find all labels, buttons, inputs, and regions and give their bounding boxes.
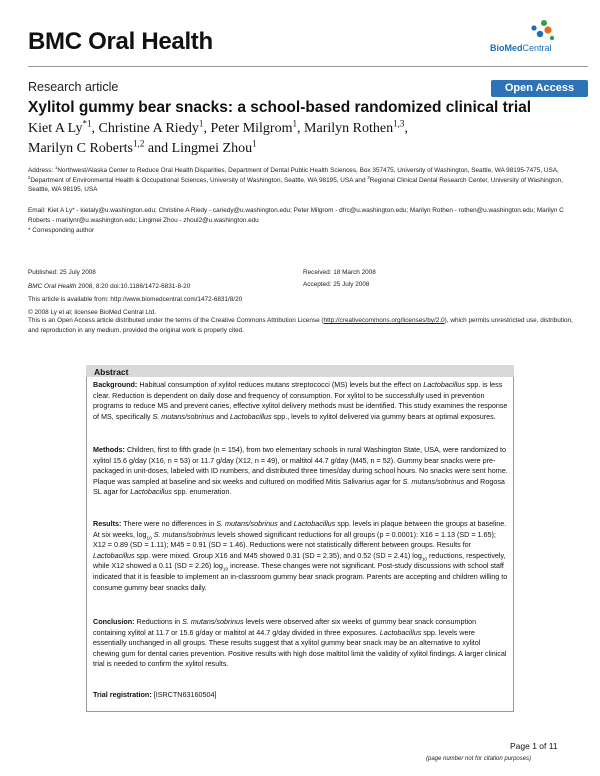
license-link[interactable]: http://creativecommons.org/licenses/by/2.0 (323, 317, 445, 324)
corresponding-author-note: * Corresponding author (28, 227, 95, 234)
received-date: Received: 18 March 2008 (303, 269, 376, 276)
author-name: Kiet A Ly (28, 121, 83, 136)
author-list: Kiet A Ly$^{*1}$, Christine A Riedy$^1$, Peter Milgrom$^1$, Marilyn Rothen$^{1,3}$, Marilyn C Roberts$^{1,2}$ and Lingmei Zhou$^1$ (28, 118, 408, 156)
journal-title: BMC Oral Health (28, 28, 213, 55)
published-date: Published: 25 July 2008 (28, 269, 96, 276)
abstract-methods: Methods: Children, first to fifth grade (n = 154), from two elementary schools in rural Washington State, USA, were randomized to xylitol 15.6 g/day (X16, n = 53) or 11.7 g/day (X12, n = 49), or maltitol 44.7 g/day (M45, n = 52). Gummy bear snacks were pre-packaged in unit-doses, labeled with ID numbers, and distributed three times/day during school hours. No snacks were sent home. Plaque was sampled at baseline and six weeks and cultured on modified Mitis Salivarius agar for S. mutans/sobrinus and Rogosa SL agar for Lactobacillus spp. enumeration. (93, 445, 508, 497)
abstract-trial-registration: Trial registration: [ISRCTN63160504] (93, 690, 217, 699)
page-number-note: (page number not for citation purposes) (426, 756, 532, 762)
article-type: Research article (28, 80, 119, 94)
open-access-badge: Open Access (491, 80, 588, 97)
article-title: Xylitol gummy bear snacks: a school-based randomized clinical trial (28, 99, 532, 116)
copyright: © 2008 Ly et al; licensee BioMed Central Ltd. (28, 309, 157, 316)
author-emails: Email: Kiet A Ly* - kietaly@u.washington.edu; Christine A Riedy - cariedy@u.washington.edu; Peter Milgrom - dfrc@u.washington.edu; Marilyn Rothen - rothen@u.washington.edu; Marilyn C Roberts - marilynr@u.washington.edu; Lingmei Zhou - zhoul2@u.washington.edu (28, 207, 564, 224)
author-name: Lingmei Zhou (171, 141, 253, 156)
abstract-heading: Abstract (94, 367, 129, 377)
abstract-header-bar (86, 365, 514, 377)
license-statement: This is an Open Access article distributed under the terms of the Creative Commons Attribution License (http://creativecommons.org/licenses/by/2.0), which permits unrestricted use, distribution, and reproduction in any medium, provided the original work is properly cited. (28, 317, 573, 334)
author-name: Peter Milgrom (210, 121, 293, 136)
page-number: Page 1 of 11 (510, 741, 558, 751)
author-name: Marilyn C Roberts (28, 141, 133, 156)
article-url: This article is available from: http://www.biomedcentral.com/1472-6831/8/20 (28, 296, 243, 303)
abstract-results: Results: There were no differences in S. mutans/sobrinus and Lactobacillus spp. levels in plaque between the groups at baseline. At six weeks, $\log_{10} S$. mutans/sobrinus levels showed significant reductions for all groups (p = 0.0001): X16 = 1.13 (SD = 1.65); X12 = 0.89 (SD = 1.11); M45 = 0.91 (SD = 1.46). Reductions were not statistically different between groups. Results for Lactobacillus spp. were mixed. Group X16 and M45 showed 0.31 (SD = 2.35), and 0.52 (SD = 2.41) $\log_{10}$ reductions, respectively, while X12 showed a 0.11 (SD = 2.26) $\log_{10}$ increase. These changes were not significant. Post-study discussions with school staff indicated that it is feasible to implement an in-classroom gummy bear snack program. Parents are accepting and children willing to consume gummy bear snacks daily. (93, 519, 508, 592)
biomed-logo-mark-icon (510, 18, 570, 46)
biomed-logo-wordmark: BioMedCentral (490, 43, 552, 53)
abstract-background: Background: Habitual consumption of xylitol reduces mutans streptococci (MS) levels but the effect on Lactobacillus spp. is less clear. Reduction is dependent on daily dose and frequency of consumption. For xylitol to be successfully used in prevention programs to reduce MS and prevent caries, effective xylitol delivery methods must be identified. This study examines the response of MS, specifically S. mutans/sobrinus and Lactobacillus spp., levels to xylitol delivered via gummy bears at optimal exposures. (93, 380, 508, 421)
author-name: Marilyn Rothen (304, 121, 394, 136)
accepted-date: Accepted: 25 July 2008 (303, 281, 370, 288)
author-name: Christine A Riedy (98, 121, 199, 136)
abstract-conclusion: Conclusion: Reductions in S. mutans/sobrinus levels were observed after six weeks of gummy bear snack consumption containing xylitol at 11.7 or 15.6 g/day or maltitol at 44.7 g/day divided in three exposures. Lactobacillus spp. levels were essentially unchanged in all groups. These results suggest that a xylitol gummy bear snack may be an alternative to xylitol chewing gum for dental caries prevention. Positive results with high dose maltitol limit the validity of xylitol findings. A larger clinical trial is needed to confirm the xylitol results. (93, 617, 507, 669)
citation: BMC Oral Health 2008, 8:20 doi:10.1186/1472-6831-8-20 (28, 283, 191, 290)
header-divider (28, 66, 588, 67)
author-addresses: Address: $^1$Northwest/Alaska Center to Reduce Oral Health Disparities, Department of Dental Public Health Sciences, Box 357475, University of Washington, Seattle, WA 98195-7475, USA, $^2$Department of Environmental Health & Occupational Sciences, University of Washington, Seattle, WA 98195, USA and $^3$Regional Clinical Dental Research Center, University of Washington, Seattle, WA 98195, USA (28, 164, 563, 193)
biomed-central-logo (478, 18, 588, 58)
